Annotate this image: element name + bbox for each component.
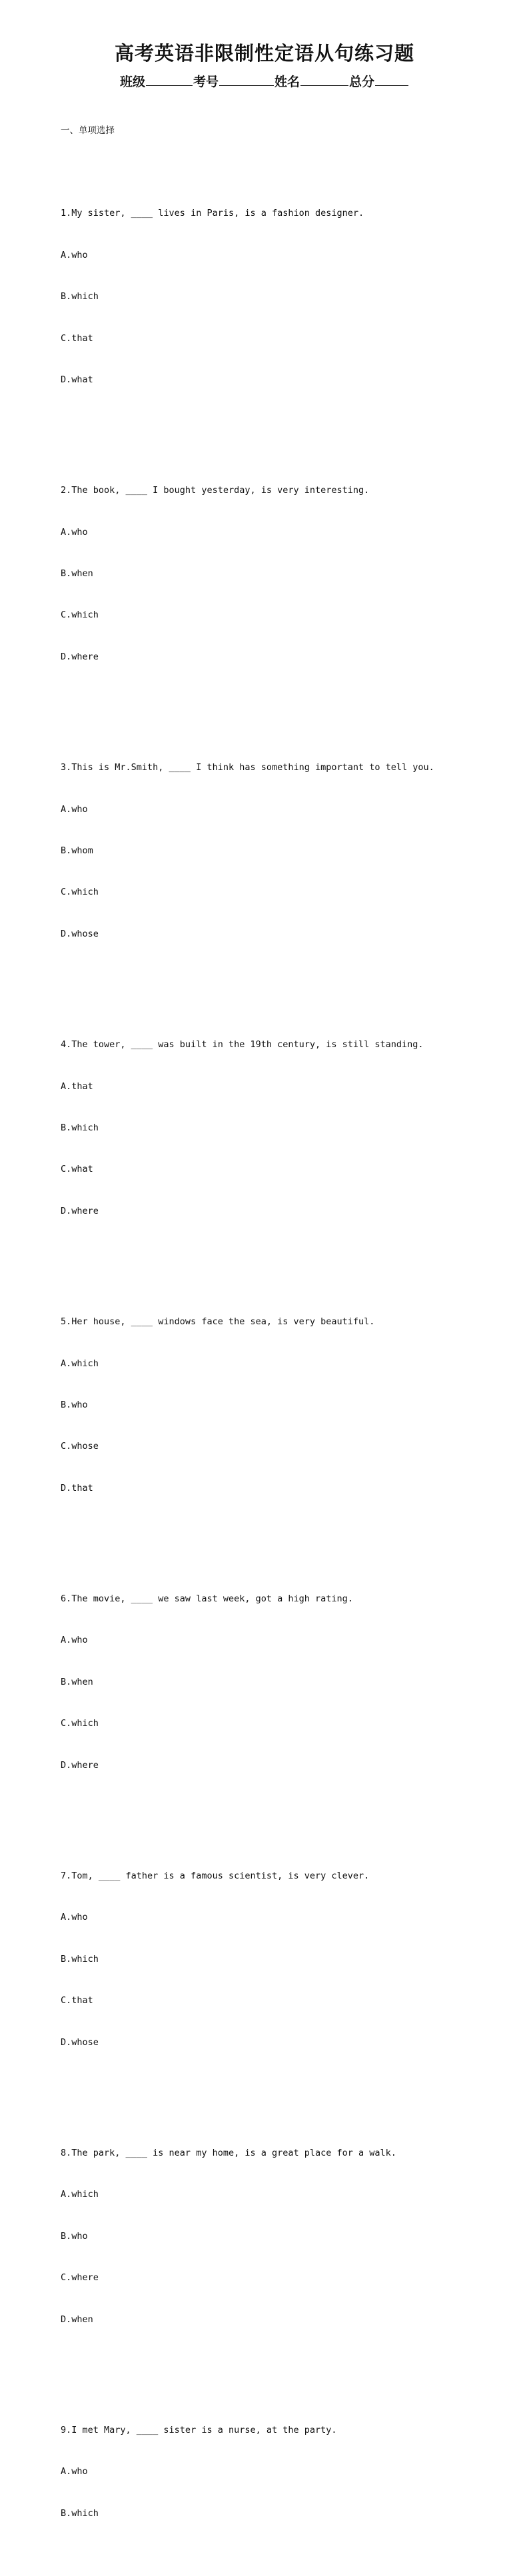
name-label: 姓名 (274, 75, 300, 89)
option-d: D.that (61, 1482, 93, 1494)
option-c: C.whose (61, 1441, 99, 1452)
option-b: B.who (61, 1399, 88, 1410)
option-a: A.which (61, 2189, 99, 2200)
option-d: D.where (61, 651, 99, 662)
question-stem: 6.The movie, ____ we saw last week, got a high rating. (61, 1593, 353, 1605)
option-b: B.who (61, 2230, 88, 2242)
question-8 (61, 2118, 514, 2354)
question-stem: 8.The park, ____ is near my home, is a great place for a walk. (61, 2147, 396, 2158)
class-label: 班级 (119, 75, 145, 89)
section-heading: 一、单项选择 (61, 125, 115, 136)
option-c: C.that (61, 332, 93, 344)
score-blank (375, 72, 408, 86)
option-b: B.when (61, 1676, 93, 1687)
option-d: D.whose (61, 928, 99, 939)
option-c: C.which (61, 610, 99, 621)
question-9 (61, 2395, 514, 2548)
question-stem: 9.I met Mary, ____ sister is a nurse, at the party. (61, 2424, 337, 2435)
option-d: D.when (61, 2314, 93, 2325)
option-a: A.who (61, 803, 88, 815)
question-5 (61, 1288, 514, 1523)
question-stem: 1.My sister, ____ lives in Paris, is a fashion designer. (61, 208, 364, 219)
class-blank (146, 72, 193, 86)
question-stem: 7.Tom, ____ father is a famous scientist, is very clever. (61, 1871, 370, 1881)
question-stem: 5.Her house, ____ windows face the sea, is very beautiful. (61, 1316, 375, 1328)
option-b: B.which (61, 1122, 99, 1133)
question-stem: 4.The tower, ____ was built in the 19th century, is still standing. (61, 1039, 424, 1051)
option-b: B.which (61, 2507, 99, 2519)
option-a: A.who (61, 2466, 88, 2477)
student-info-line (0, 72, 529, 92)
option-c: C.what (61, 1164, 93, 1175)
exam-no-label: 考号 (193, 75, 219, 89)
question-4 (61, 1011, 514, 1246)
option-d: D.whose (61, 2036, 99, 2048)
option-b: B.whom (61, 845, 93, 857)
option-d: D.where (61, 1205, 99, 1216)
question-2 (61, 456, 514, 692)
exam-no-blank (219, 72, 274, 86)
question-3 (61, 733, 514, 969)
question-list (61, 96, 514, 2576)
question-stem: 2.The book, ____ I bought yesterday, is very interesting. (61, 485, 370, 496)
option-a: A.who (61, 526, 88, 538)
question-6 (61, 1564, 514, 1800)
option-b: B.which (61, 1953, 99, 1964)
option-a: A.who (61, 1912, 88, 1923)
option-a: A.which (61, 1358, 99, 1369)
option-b: B.which (61, 291, 99, 302)
question-stem: 3.This is Mr.Smith, ____ I think has something important to tell you. (61, 762, 434, 773)
question-7 (61, 1841, 514, 2077)
option-c: C.which (61, 1718, 99, 1729)
option-c: C.that (61, 1995, 93, 2006)
option-c: C.which (61, 887, 99, 898)
option-a: A.that (61, 1080, 93, 1092)
option-d: D.where (61, 1759, 99, 1771)
option-c: C.where (61, 2272, 99, 2284)
page-title: 高考英语非限制性定语从句练习题 (114, 42, 414, 65)
score-label: 总分 (349, 75, 375, 89)
option-b: B.when (61, 568, 93, 580)
option-a: A.who (61, 249, 88, 260)
option-d: D.what (61, 374, 93, 385)
name-blank (300, 72, 348, 86)
option-a: A.who (61, 1635, 88, 1646)
question-1 (61, 179, 514, 415)
